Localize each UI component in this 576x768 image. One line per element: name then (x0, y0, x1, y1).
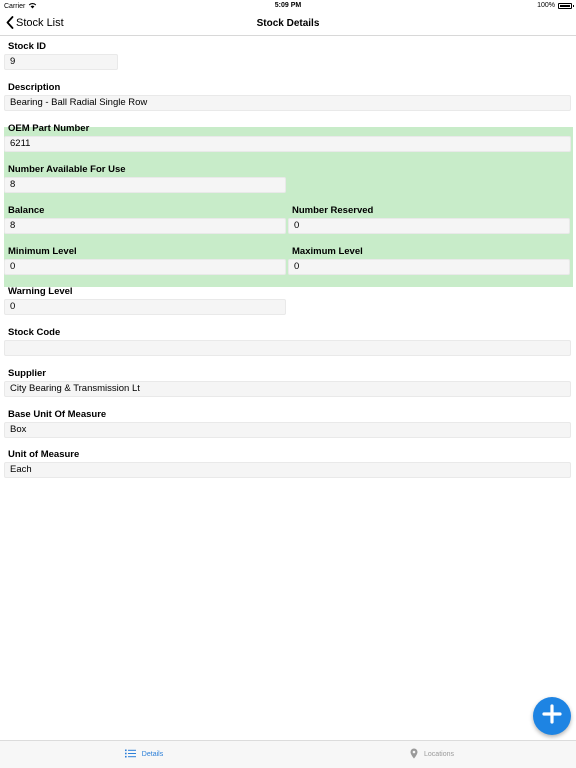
stock-id-field (4, 40, 118, 70)
page-title: Stock Details (256, 18, 320, 29)
tab-locations-label: Locations (424, 751, 454, 758)
battery-icon (558, 3, 572, 9)
unit-of-measure-field (4, 448, 571, 478)
minimum-level-field (4, 245, 286, 275)
base-unit-field (4, 408, 571, 438)
warning-level-label: Warning Level (8, 286, 73, 297)
stock-code-label: Stock Code (8, 327, 61, 338)
oem-part-number-input[interactable]: 6211 (4, 136, 571, 152)
minimum-level-input[interactable]: 0 (4, 259, 286, 275)
number-reserved-label: Number Reserved (292, 205, 374, 216)
tab-details[interactable] (0, 741, 288, 768)
stock-code-input[interactable] (4, 340, 571, 356)
number-available-field (4, 163, 286, 193)
minimum-level-label: Minimum Level (8, 246, 77, 257)
battery-status (537, 2, 572, 9)
balance-input[interactable]: 8 (4, 218, 286, 234)
maximum-level-field (288, 245, 570, 275)
unit-of-measure-label: Unit of Measure (8, 449, 80, 460)
location-pin-icon (410, 748, 418, 761)
base-unit-input[interactable]: Box (4, 422, 571, 438)
warning-level-field (4, 285, 286, 315)
navigation-bar (0, 12, 576, 36)
description-input[interactable]: Bearing - Ball Radial Single Row (4, 95, 571, 111)
add-button[interactable] (533, 697, 571, 735)
back-button-label: Stock List (16, 16, 64, 29)
status-bar (0, 0, 576, 12)
battery-percent: 100% (537, 2, 555, 9)
stock-code-field (4, 326, 571, 356)
stock-id-input[interactable]: 9 (4, 54, 118, 70)
oem-part-number-field (4, 122, 571, 152)
plus-icon (542, 704, 562, 729)
supplier-field (4, 367, 571, 397)
base-unit-label: Base Unit Of Measure (8, 409, 107, 420)
maximum-level-input[interactable]: 0 (288, 259, 570, 275)
number-available-label: Number Available For Use (8, 164, 126, 175)
carrier-label: Carrier (4, 3, 26, 10)
number-reserved-input[interactable]: 0 (288, 218, 570, 234)
supplier-label: Supplier (8, 368, 47, 379)
tab-bar (0, 740, 576, 768)
warning-level-input[interactable]: 0 (4, 299, 286, 315)
tab-locations[interactable] (288, 741, 576, 768)
description-label: Description (8, 82, 61, 93)
maximum-level-label: Maximum Level (292, 246, 363, 257)
description-field (4, 81, 571, 111)
balance-label: Balance (8, 205, 45, 216)
supplier-input[interactable]: City Bearing & Transmission Lt (4, 381, 571, 397)
balance-field (4, 204, 286, 234)
oem-part-number-label: OEM Part Number (8, 123, 90, 134)
number-available-input[interactable]: 8 (4, 177, 286, 193)
number-reserved-field (288, 204, 570, 234)
unit-of-measure-input[interactable]: Each (4, 462, 571, 478)
tab-details-label: Details (141, 751, 164, 758)
list-icon (125, 749, 136, 760)
stock-id-label: Stock ID (8, 41, 47, 52)
status-time: 5:09 PM (274, 2, 302, 9)
